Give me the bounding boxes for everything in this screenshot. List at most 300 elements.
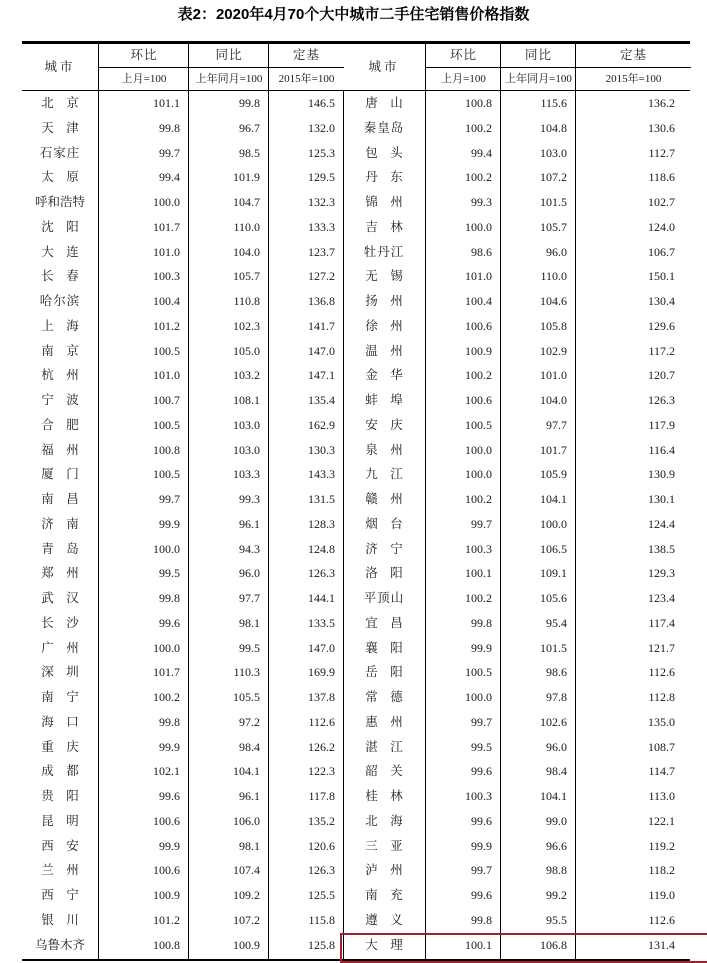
row-mom-right: 100.6	[465, 393, 492, 407]
row-base-left: 112.6	[308, 714, 335, 729]
row-yoy-right: 95.5	[546, 912, 567, 927]
row-city-right: 岳 阳	[365, 665, 403, 680]
row-yoy-left: 107.2	[233, 912, 260, 927]
row-mom-right: 100.5	[465, 417, 492, 432]
table-row	[22, 413, 690, 438]
row-city-left: 深 圳	[41, 665, 79, 680]
table-row	[22, 660, 690, 685]
row-yoy-right: 95.4	[546, 615, 567, 630]
row-yoy-right: 104.8	[540, 120, 567, 135]
table-header	[22, 44, 690, 90]
header-group-mom-name-left: 环比	[99, 44, 189, 68]
row-mom-left: 101.7	[153, 665, 180, 680]
row-city-left: 厦 门	[41, 467, 79, 482]
row-mom-left: 100.0	[153, 640, 180, 655]
row-mom-left: 100.8	[153, 442, 180, 457]
row-base-right: 118.2	[648, 863, 675, 878]
row-base-left: 144.1	[308, 591, 335, 605]
row-yoy-left: 99.3	[239, 492, 260, 506]
row-base-left: 133.5	[308, 615, 335, 630]
row-city-right: 北 海	[365, 813, 403, 828]
row-base-right: 112.8	[648, 690, 675, 704]
table-row	[22, 116, 690, 141]
row-yoy-right: 106.8	[540, 937, 567, 952]
row-mom-left: 100.9	[153, 888, 180, 902]
row-mom-left: 99.7	[159, 145, 180, 160]
table-row	[22, 834, 690, 859]
row-base-right: 116.4	[648, 442, 675, 457]
row-yoy-left: 96.7	[239, 120, 260, 135]
row-yoy-left: 103.2	[233, 368, 260, 383]
row-base-right: 124.0	[648, 219, 675, 234]
row-base-right: 129.6	[648, 318, 675, 333]
row-city-left: 石家庄	[39, 145, 81, 160]
row-city-left: 兰 州	[41, 863, 79, 878]
row-mom-left: 99.6	[159, 789, 180, 803]
row-base-right: 129.3	[648, 566, 675, 581]
row-city-left: 重 庆	[41, 739, 79, 754]
row-city-right: 平顶山	[363, 591, 405, 605]
row-base-left: 126.3	[308, 566, 335, 581]
row-city-left: 济 南	[41, 516, 79, 531]
row-yoy-left: 96.0	[239, 566, 260, 581]
row-yoy-right: 101.5	[540, 640, 567, 655]
row-base-left: 126.3	[308, 863, 335, 878]
row-mom-right: 100.2	[465, 368, 492, 383]
row-city-right: 丹 东	[365, 170, 403, 185]
row-base-right: 120.7	[648, 368, 675, 383]
row-city-right: 泸 州	[365, 863, 403, 878]
row-yoy-right: 96.6	[546, 838, 567, 853]
row-mom-right: 100.3	[465, 789, 492, 803]
table-row	[22, 586, 690, 611]
row-city-left: 郑 州	[41, 566, 79, 581]
row-city-right: 韶 关	[365, 764, 403, 779]
row-base-left: 136.8	[308, 294, 335, 308]
row-yoy-right: 107.2	[540, 170, 567, 185]
row-mom-right: 100.2	[465, 120, 492, 135]
row-base-left: 117.8	[308, 789, 335, 803]
row-yoy-left: 105.0	[233, 343, 260, 358]
row-base-left: 123.7	[308, 244, 335, 259]
row-yoy-left: 104.0	[233, 244, 260, 259]
row-base-right: 124.4	[648, 516, 675, 531]
row-base-left: 124.8	[308, 541, 335, 556]
row-base-left: 135.2	[308, 813, 335, 828]
row-mom-right: 100.4	[465, 294, 492, 308]
row-base-right: 130.1	[648, 492, 675, 506]
table-row	[22, 190, 690, 215]
row-city-left: 广 州	[41, 640, 79, 655]
table-row	[22, 289, 690, 314]
header-group-yoy-name-left: 同比	[189, 44, 269, 68]
row-mom-right: 99.7	[471, 863, 492, 878]
row-yoy-right: 103.0	[540, 145, 567, 160]
table-row	[22, 883, 690, 908]
row-mom-left: 101.7	[153, 219, 180, 234]
row-base-right: 131.4	[648, 937, 675, 952]
row-yoy-right: 104.1	[540, 492, 567, 506]
row-base-left: 125.8	[308, 937, 335, 952]
row-yoy-right: 105.7	[540, 219, 567, 234]
row-yoy-left: 103.0	[233, 417, 260, 432]
header-group-base-right	[575, 44, 691, 90]
row-base-left: 132.0	[308, 120, 335, 135]
row-yoy-left: 104.1	[233, 764, 260, 779]
row-mom-right: 99.8	[471, 615, 492, 630]
row-base-right: 112.7	[648, 145, 675, 160]
header-group-base-name-left: 定基	[269, 44, 344, 68]
row-mom-left: 100.5	[153, 343, 180, 358]
row-mom-left: 99.9	[159, 739, 180, 754]
row-yoy-left: 98.4	[239, 739, 260, 754]
row-mom-right: 100.5	[465, 665, 492, 680]
row-mom-left: 100.4	[153, 294, 180, 308]
row-base-right: 117.4	[648, 615, 675, 630]
row-city-right: 蚌 埠	[365, 393, 403, 407]
row-mom-left: 99.6	[159, 615, 180, 630]
row-yoy-right: 99.2	[546, 888, 567, 902]
row-yoy-left: 110.0	[233, 219, 260, 234]
row-base-left: 147.0	[308, 640, 335, 655]
row-mom-right: 98.6	[471, 244, 492, 259]
row-mom-right: 100.6	[465, 318, 492, 333]
row-base-right: 117.2	[648, 343, 675, 358]
row-yoy-left: 96.1	[239, 516, 260, 531]
table-row	[22, 636, 690, 661]
table-row	[22, 611, 690, 636]
row-city-right: 三 亚	[365, 838, 403, 853]
row-city-right: 洛 阳	[365, 566, 403, 581]
row-yoy-left: 99.8	[239, 96, 260, 110]
row-base-left: 147.0	[308, 343, 335, 358]
row-mom-right: 99.7	[471, 516, 492, 531]
row-city-left: 银 川	[41, 912, 79, 927]
row-mom-right: 100.0	[465, 442, 492, 457]
row-city-left: 南 昌	[41, 492, 79, 506]
row-base-left: 135.4	[308, 393, 335, 407]
page-title: 表2：2020年4月70个大中城市二手住宅销售价格指数	[177, 6, 530, 23]
row-mom-left: 101.1	[153, 96, 180, 110]
table-row	[22, 388, 690, 413]
row-mom-left: 101.0	[153, 244, 180, 259]
row-base-left: 115.8	[308, 912, 335, 927]
table-body	[22, 91, 690, 959]
row-yoy-right: 98.8	[546, 863, 567, 878]
table-row	[22, 165, 690, 190]
row-yoy-right: 105.6	[540, 591, 567, 605]
row-base-left: 126.2	[308, 739, 335, 754]
row-base-right: 112.6	[648, 912, 675, 927]
row-base-left: 137.8	[308, 690, 335, 704]
table-row	[22, 784, 690, 809]
row-yoy-right: 104.6	[540, 294, 567, 308]
row-mom-left: 100.8	[153, 937, 180, 952]
row-mom-left: 100.5	[153, 417, 180, 432]
row-mom-right: 99.9	[471, 838, 492, 853]
row-city-right: 遵 义	[365, 912, 403, 927]
row-yoy-left: 103.0	[233, 442, 260, 457]
row-city-right: 湛 江	[365, 739, 403, 754]
row-mom-left: 99.5	[159, 566, 180, 581]
row-city-left: 合 肥	[41, 417, 79, 432]
row-base-left: 131.5	[308, 492, 335, 506]
header-city-label-right: 城市	[368, 60, 400, 74]
row-city-left: 青 岛	[41, 541, 79, 556]
table-bottom-rule	[22, 959, 690, 961]
table-row	[22, 91, 690, 116]
row-base-right: 126.3	[648, 393, 675, 407]
header-group-mom-base-right: 上月=100	[441, 73, 486, 85]
row-mom-right: 100.9	[465, 343, 492, 358]
row-mom-left: 99.9	[159, 516, 180, 531]
header-group-base-base-left: 2015年=100	[278, 73, 335, 85]
row-mom-left: 101.0	[153, 368, 180, 383]
row-base-left: 147.1	[308, 368, 335, 383]
row-mom-left: 99.9	[159, 838, 180, 853]
row-mom-right: 100.1	[465, 566, 492, 581]
row-yoy-left: 94.3	[239, 541, 260, 556]
row-base-left: 169.9	[308, 665, 335, 680]
row-yoy-right: 97.8	[546, 690, 567, 704]
row-city-left: 长 春	[41, 269, 79, 284]
header-group-yoy-left	[188, 44, 269, 90]
row-base-left: 125.3	[308, 145, 335, 160]
row-base-right: 130.9	[648, 467, 675, 482]
row-city-left: 北 京	[41, 96, 79, 110]
header-group-mom-base-left: 上月=100	[121, 73, 167, 85]
row-base-right: 121.7	[648, 640, 675, 655]
row-city-left: 大 连	[41, 244, 79, 259]
row-yoy-left: 108.1	[233, 393, 260, 407]
row-yoy-left: 96.1	[239, 789, 260, 803]
row-city-right: 南 充	[365, 888, 403, 902]
row-mom-right: 100.0	[465, 219, 492, 234]
row-yoy-right: 102.9	[540, 343, 567, 358]
row-city-left: 乌鲁木齐	[34, 937, 85, 952]
row-yoy-left: 103.3	[233, 467, 260, 482]
table-row	[22, 512, 690, 537]
row-mom-right: 100.2	[465, 170, 492, 185]
row-yoy-right: 104.0	[540, 393, 567, 407]
row-mom-right: 99.7	[471, 714, 492, 729]
row-base-right: 108.7	[648, 739, 675, 754]
row-city-right: 常 德	[365, 690, 403, 704]
table-row	[22, 215, 690, 240]
row-city-right: 济 宁	[365, 541, 403, 556]
row-yoy-left: 101.9	[233, 170, 260, 185]
row-city-right: 宜 昌	[365, 615, 403, 630]
row-city-left: 南 京	[41, 343, 79, 358]
row-city-right: 包 头	[365, 145, 403, 160]
row-base-right: 130.6	[648, 120, 675, 135]
row-city-right: 无 锡	[365, 269, 403, 284]
row-base-right: 119.0	[648, 888, 675, 902]
row-yoy-left: 110.8	[233, 294, 260, 308]
row-yoy-right: 105.8	[540, 318, 567, 333]
row-mom-right: 99.6	[471, 888, 492, 902]
row-mom-left: 100.7	[153, 393, 180, 407]
row-city-left: 宁 波	[41, 393, 79, 407]
row-base-left: 127.2	[308, 269, 335, 284]
header-city-label-left: 城市	[44, 60, 76, 74]
table-row	[22, 462, 690, 487]
row-city-left: 西 安	[41, 838, 79, 853]
row-base-right: 150.1	[648, 269, 675, 284]
row-base-right: 112.6	[648, 665, 675, 680]
row-base-right: 130.4	[648, 294, 675, 308]
row-city-left: 武 汉	[41, 591, 79, 605]
table-row	[22, 339, 690, 364]
row-city-right: 温 州	[365, 343, 403, 358]
row-yoy-left: 97.7	[239, 591, 260, 605]
row-base-right: 136.2	[648, 96, 675, 110]
row-mom-right: 99.8	[471, 912, 492, 927]
header-group-yoy-name-right: 同比	[501, 44, 576, 68]
row-mom-right: 100.2	[465, 492, 492, 506]
row-mom-right: 100.0	[465, 690, 492, 704]
row-mom-left: 100.5	[153, 467, 180, 482]
row-mom-right: 99.9	[471, 640, 492, 655]
table-row	[22, 487, 690, 512]
row-city-left: 长 沙	[41, 615, 79, 630]
table-row	[22, 438, 690, 463]
table-header-left	[22, 44, 343, 90]
row-city-right: 徐 州	[365, 318, 403, 333]
row-yoy-right: 101.5	[540, 195, 567, 209]
row-base-left: 120.6	[308, 838, 335, 853]
row-city-right: 桂 林	[365, 789, 403, 803]
row-city-right: 大 理	[365, 937, 403, 952]
row-city-right: 吉 林	[365, 219, 403, 234]
row-mom-right: 100.0	[465, 467, 492, 482]
row-mom-right: 99.6	[471, 813, 492, 828]
row-yoy-right: 104.1	[540, 789, 567, 803]
row-yoy-right: 109.1	[540, 566, 567, 581]
row-mom-right: 99.4	[471, 145, 492, 160]
row-base-left: 133.3	[308, 219, 335, 234]
header-group-mom-name-right: 环比	[426, 44, 501, 68]
row-city-left: 海 口	[41, 714, 79, 729]
row-yoy-left: 98.1	[239, 615, 260, 630]
row-yoy-left: 100.9	[233, 937, 260, 952]
row-base-left: 143.3	[308, 467, 335, 482]
header-group-yoy-right	[500, 44, 576, 90]
row-base-left: 141.7	[308, 318, 335, 333]
table-row	[22, 858, 690, 883]
row-mom-left: 100.0	[153, 541, 180, 556]
row-mom-left: 100.6	[153, 863, 180, 878]
row-base-left: 129.5	[308, 170, 335, 185]
row-base-right: 102.7	[648, 195, 675, 209]
row-mom-left: 99.7	[159, 492, 180, 506]
row-mom-left: 99.8	[159, 714, 180, 729]
table-header-right	[343, 44, 690, 90]
table-row	[22, 759, 690, 784]
row-yoy-left: 104.7	[233, 195, 260, 209]
row-mom-left: 99.8	[159, 591, 180, 605]
row-yoy-right: 115.6	[540, 96, 567, 110]
row-city-right: 安 庆	[365, 417, 403, 432]
row-yoy-right: 98.6	[546, 665, 567, 680]
row-city-right: 秦皇岛	[363, 120, 405, 135]
row-yoy-left: 99.5	[239, 640, 260, 655]
row-yoy-right: 106.5	[540, 541, 567, 556]
row-base-right: 118.6	[648, 170, 675, 185]
row-mom-left: 100.6	[153, 813, 180, 828]
row-mom-left: 99.4	[159, 170, 180, 185]
row-city-left: 昆 明	[41, 813, 79, 828]
table-row	[22, 735, 690, 760]
row-base-left: 122.3	[308, 764, 335, 779]
row-yoy-right: 96.0	[546, 244, 567, 259]
row-yoy-right: 96.0	[546, 739, 567, 754]
row-city-left: 太 原	[41, 170, 79, 185]
row-base-right: 135.0	[648, 714, 675, 729]
header-group-base-left	[268, 44, 344, 90]
row-city-right: 赣 州	[365, 492, 403, 506]
row-yoy-right: 97.7	[546, 417, 567, 432]
row-city-right: 金 华	[365, 368, 403, 383]
table-row	[22, 240, 690, 265]
header-group-base-base-right: 2015年=100	[605, 73, 662, 85]
row-yoy-left: 109.2	[233, 888, 260, 902]
header-group-mom-left	[98, 44, 189, 90]
row-city-left: 贵 阳	[41, 789, 79, 803]
table-row	[22, 561, 690, 586]
row-yoy-right: 99.0	[546, 813, 567, 828]
table-row	[22, 809, 690, 834]
row-mom-left: 101.2	[153, 318, 180, 333]
row-base-left: 125.5	[308, 888, 335, 902]
table-row	[22, 685, 690, 710]
row-city-right: 锦 州	[365, 195, 403, 209]
row-yoy-right: 102.6	[540, 714, 567, 729]
table-row	[22, 933, 690, 958]
table-row	[22, 264, 690, 289]
table-row	[22, 314, 690, 339]
header-group-mom-right	[425, 44, 501, 90]
row-yoy-left: 105.5	[233, 690, 260, 704]
row-mom-left: 102.1	[153, 764, 180, 779]
row-yoy-left: 110.3	[233, 665, 260, 680]
row-base-left: 130.3	[308, 442, 335, 457]
row-city-left: 上 海	[41, 318, 79, 333]
table-rows	[22, 91, 690, 957]
header-group-yoy-base-right: 上年同月=100	[505, 73, 572, 85]
header-group-yoy-base-left: 上年同月=100	[195, 73, 263, 85]
row-mom-left: 100.2	[153, 690, 180, 704]
row-yoy-left: 102.3	[233, 318, 260, 333]
row-city-left: 沈 阳	[41, 219, 79, 234]
row-city-left: 南 宁	[41, 690, 79, 704]
row-city-left: 呼和浩特	[34, 195, 85, 209]
row-base-left: 128.3	[308, 516, 335, 531]
row-mom-right: 101.0	[465, 269, 492, 284]
row-city-right: 襄 阳	[365, 640, 403, 655]
row-yoy-right: 100.0	[540, 516, 567, 531]
row-yoy-left: 105.7	[233, 269, 260, 284]
table-row	[22, 710, 690, 735]
row-mom-left: 101.2	[153, 912, 180, 927]
row-mom-right: 100.3	[465, 541, 492, 556]
row-yoy-left: 107.4	[233, 863, 260, 878]
row-base-right: 123.4	[648, 591, 675, 605]
row-base-right: 114.7	[648, 764, 675, 779]
row-yoy-right: 98.4	[546, 764, 567, 779]
row-yoy-right: 101.7	[540, 442, 567, 457]
row-mom-right: 100.2	[465, 591, 492, 605]
